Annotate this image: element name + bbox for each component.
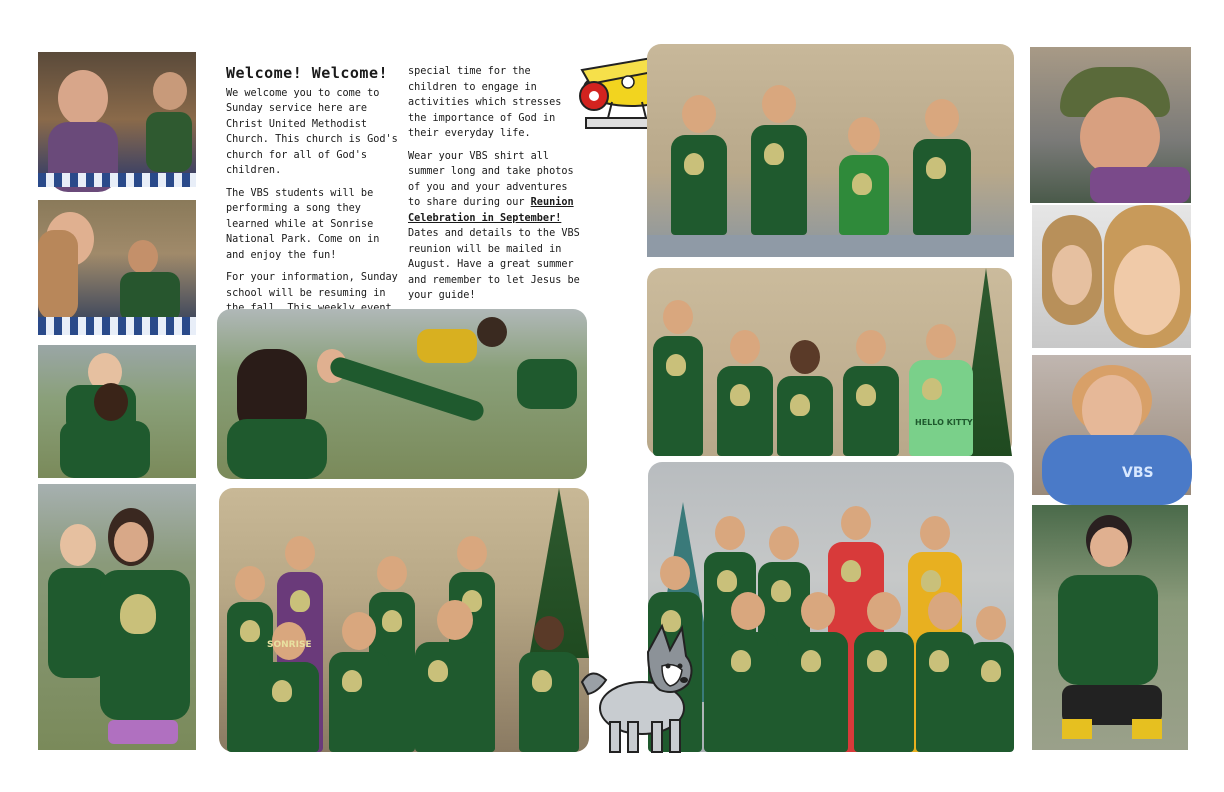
shirt-hello-kitty-label: HELLO KITTY [915, 418, 973, 427]
shirt-sonrise-label-1: SONRISE [267, 640, 312, 650]
photo-girls-running [38, 484, 196, 750]
photo-smiling-leader [1032, 355, 1191, 495]
husky-icon [578, 622, 716, 757]
photo-girl-and-boy-crafts [38, 200, 196, 335]
photo-kids-outdoor-field [38, 345, 196, 478]
photo-boy-jumping [1032, 505, 1188, 750]
text-column-left [226, 66, 401, 323]
paragraph-welcome: We welcome you to come to Sunday service here are Christ United Methodist Church. This church is God's church for all of God's children. [226, 87, 398, 176]
photo-leader-with-boy [38, 52, 196, 187]
reunion-emphasis: Reunion Celebration in September! [408, 197, 574, 224]
photo-group-silly-faces [647, 268, 1012, 456]
paragraph-vbs-song: The VBS students will be performing a song they learned while at Sonrise National Park. Come on in and enjoy the fun! [226, 187, 380, 261]
photo-group-stage-left [219, 488, 589, 752]
photo-two-girls-closeup [1032, 205, 1191, 348]
text-column-right [408, 64, 580, 311]
vbs-shirt-text: Wear your VBS shirt all summer long and take photos of you and your adventures to share during our [408, 150, 574, 208]
shirt-vbs-label: VBS [1122, 465, 1154, 481]
photo-boy-decorated-hat [1030, 47, 1191, 203]
welcome-heading: Welcome! Welcome! [226, 64, 389, 82]
photo-kids-dancing-outdoors [217, 309, 587, 479]
paragraph-sunday-school: For your information, Sunday school will be resuming in [226, 272, 398, 299]
paragraph-sunday-school-cont: special time for the children to engage in activities which stresses the importance of God in their everyday life. [408, 66, 562, 139]
paragraph-vbs-shirt [408, 149, 580, 227]
paragraph-reunion-details: Dates and details to the VBS reunion will be mailed in August. Have a great summer and remember to let Jesus be your guide! [408, 228, 580, 301]
husky-clipart [578, 622, 716, 757]
photo-kids-flexing-stage [647, 44, 1014, 257]
